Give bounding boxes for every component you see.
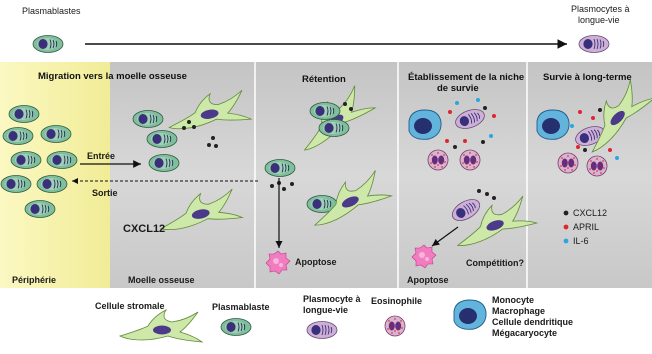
legend-dot-il-6 bbox=[564, 239, 569, 244]
apoptosis-label-2: Apoptose bbox=[407, 275, 449, 285]
legend-plasmocyte-label-2: longue-vie bbox=[303, 305, 349, 315]
legend-dot-label: CXCL12 bbox=[573, 208, 608, 218]
exit-label: Sortie bbox=[92, 188, 118, 198]
entry-label: Entrée bbox=[87, 151, 116, 161]
monocyte-cell bbox=[409, 110, 441, 139]
legend-monocyte-line: Macrophage bbox=[492, 306, 546, 316]
panel-title-niche-2: de survie bbox=[437, 83, 479, 94]
legend-monocyte-line: Mégacaryocyte bbox=[492, 328, 558, 338]
legend-eosinophil-label: Eosinophile bbox=[371, 296, 423, 306]
panel-title-niche-1: Établissement de la niche bbox=[408, 72, 525, 83]
monocyte-cell bbox=[537, 110, 569, 139]
legend-eosinophil-icon bbox=[385, 316, 405, 336]
marrow-label: Moelle osseuse bbox=[128, 275, 195, 285]
legend-stromal-icon bbox=[120, 310, 202, 342]
top-start-label: Plasmablastes bbox=[22, 6, 81, 16]
eosinophil-cell bbox=[428, 150, 448, 170]
legend-plasmocyte-label-1: Plasmocyte à bbox=[303, 294, 361, 304]
panel-title-survival: Survie à long-terme bbox=[543, 72, 632, 83]
legend-plasmocyte-icon bbox=[307, 322, 337, 339]
panel-title-migration: Migration vers la moelle osseuse bbox=[38, 71, 187, 82]
eosinophil-cell bbox=[558, 153, 578, 173]
cxcl12-label: CXCL12 bbox=[123, 223, 166, 235]
panel-title-retention: Rétention bbox=[302, 74, 346, 85]
plasmablast-cell bbox=[319, 120, 349, 137]
top-plasmocyte-cell bbox=[579, 36, 609, 53]
bone-marrow-region bbox=[110, 62, 652, 288]
legend-monocyte-labels bbox=[492, 295, 573, 338]
legend-plasmablast-label: Plasmablaste bbox=[212, 302, 270, 312]
periphery-label: Périphérie bbox=[12, 275, 57, 285]
legend-monocyte-line: Monocyte bbox=[492, 295, 535, 305]
legend-plasmablast-icon bbox=[221, 319, 251, 336]
top-end-label-2: longue-vie bbox=[578, 15, 620, 25]
periphery-region bbox=[0, 62, 110, 288]
plasmablast-cell bbox=[265, 160, 295, 177]
legend-dot-label: APRIL bbox=[573, 222, 600, 232]
apoptosis-label: Apoptose bbox=[295, 257, 337, 267]
legend-stromal-label: Cellule stromale bbox=[95, 301, 165, 311]
legend-dot-label: IL-6 bbox=[573, 236, 589, 246]
competition-label: Compétition? bbox=[466, 258, 524, 268]
eosinophil-cell bbox=[587, 156, 607, 176]
legend-monocyte-icon bbox=[454, 300, 486, 329]
top-plasmablast-cell bbox=[33, 36, 63, 53]
top-end-label-1: Plasmocytes à bbox=[571, 4, 630, 14]
legend-dot-cxcl12 bbox=[564, 211, 569, 216]
legend-monocyte-line: Cellule dendritique bbox=[492, 317, 574, 327]
legend-dot-april bbox=[564, 225, 569, 230]
eosinophil-cell bbox=[460, 150, 480, 170]
plasmablast-cell bbox=[310, 103, 340, 120]
